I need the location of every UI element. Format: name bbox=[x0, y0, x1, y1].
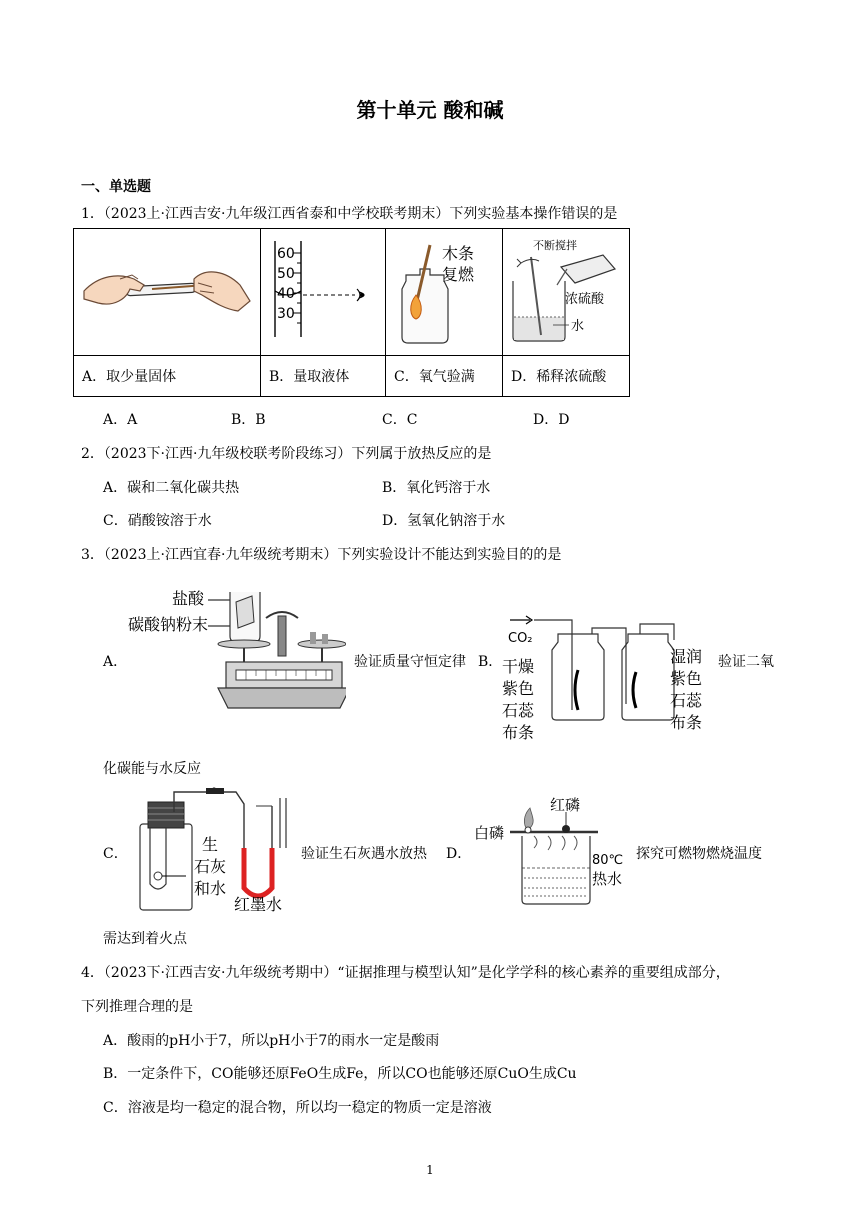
question-3-stem: 3．（2023上·江西宜春·九年级统考期末）下列实验设计不能达到实验目的的是 bbox=[81, 547, 562, 563]
q3-option-a-letter[interactable]: A． bbox=[103, 654, 128, 670]
label-wet-3: 石蕊 bbox=[670, 691, 703, 710]
q2-option-b[interactable]: B．氧化钙溶于水 bbox=[382, 480, 491, 496]
label-hydrochloric-acid: 盐酸 bbox=[172, 589, 205, 608]
q4-option-b[interactable]: B．一定条件下，CO能够还原FeO生成Fe，所以CO也能够还原CuO生成Cu bbox=[103, 1066, 577, 1082]
q3-option-c-letter[interactable]: C． bbox=[103, 846, 128, 862]
label-quicklime-3: 和水 bbox=[194, 879, 227, 898]
question-4-stem: 4．（2023下·江西吉安·九年级统考期中）“证据推理与模型认知”是化学学科的核心素养的重要组成部分， bbox=[81, 965, 730, 981]
label-wet-1: 湿润 bbox=[670, 647, 703, 666]
cell-a-image bbox=[74, 229, 261, 356]
page-number: 1 bbox=[426, 1163, 434, 1177]
label-stick: 木条 bbox=[442, 244, 475, 263]
q2-option-d[interactable]: D．氢氧化钠溶于水 bbox=[382, 513, 506, 529]
cell-d-image bbox=[503, 229, 630, 356]
cell-c-image bbox=[386, 229, 503, 356]
q1-option-d[interactable]: D．D bbox=[533, 412, 570, 428]
cell-b-caption: B．量取液体 bbox=[261, 356, 386, 397]
cell-b-image bbox=[261, 229, 386, 356]
label-sodium-carbonate: 碳酸钠粉末 bbox=[128, 615, 209, 634]
q2-option-c[interactable]: C．硝酸铵溶于水 bbox=[103, 513, 212, 529]
scale-40: 40 bbox=[277, 286, 295, 302]
q3-option-b-text: 验证二氧 bbox=[718, 654, 774, 670]
q3-option-b-letter[interactable]: B． bbox=[478, 654, 503, 670]
label-hot-water: 热水 bbox=[592, 870, 623, 888]
q4-option-c[interactable]: C．溶液是均一稳定的混合物，所以均一稳定的物质一定是溶液 bbox=[103, 1100, 492, 1116]
co2-bottles-illustration bbox=[496, 580, 716, 750]
scale-50: 50 bbox=[277, 266, 295, 282]
q3-option-b-text-cont: 化碳能与水反应 bbox=[103, 761, 201, 777]
label-conc-acid: 浓硫酸 bbox=[565, 292, 605, 307]
take-solid-illustration bbox=[74, 229, 260, 355]
measure-liquid-illustration bbox=[261, 229, 385, 355]
label-dry-4: 布条 bbox=[502, 723, 535, 742]
cell-c-caption: C．氧气验满 bbox=[386, 356, 503, 397]
label-reignite: 复燃 bbox=[442, 265, 475, 284]
scale-30: 30 bbox=[277, 306, 295, 322]
q3-option-a-text: 验证质量守恒定律 bbox=[354, 654, 466, 670]
q3-option-c-text: 验证生石灰遇水放热 bbox=[301, 846, 427, 862]
label-co2: CO₂ bbox=[508, 631, 533, 646]
balance-illustration bbox=[126, 582, 346, 718]
label-wet-2: 紫色 bbox=[670, 669, 703, 688]
dilute-acid-illustration bbox=[503, 229, 629, 355]
label-temperature: 80℃ bbox=[592, 853, 624, 868]
label-red-ink: 红墨水 bbox=[234, 895, 283, 914]
section-heading: 一、单选题 bbox=[81, 179, 151, 195]
label-red-phosphorus: 红磷 bbox=[550, 796, 581, 814]
page-title: 第十单元 酸和碱 bbox=[356, 98, 504, 122]
cell-a-caption: A．取少量固体 bbox=[74, 356, 261, 397]
label-dry-2: 紫色 bbox=[502, 679, 535, 698]
cell-d-caption: D．稀释浓硫酸 bbox=[503, 356, 630, 397]
q1-option-b[interactable]: B．B bbox=[231, 412, 266, 428]
combustion-illustration bbox=[470, 792, 636, 910]
q2-option-a[interactable]: A．碳和二氧化碳共热 bbox=[103, 480, 240, 496]
q3-option-d-text: 探究可燃物燃烧温度 bbox=[636, 846, 762, 862]
q1-option-c[interactable]: C．C bbox=[382, 412, 418, 428]
question-2-stem: 2．（2023下·江西·九年级校联考阶段练习）下列属于放热反应的是 bbox=[81, 446, 492, 462]
label-white-phosphorus: 白磷 bbox=[474, 824, 505, 842]
q4-option-a[interactable]: A．酸雨的pH小于7，所以pH小于7的雨水一定是酸雨 bbox=[103, 1033, 440, 1049]
label-quicklime-1: 生 bbox=[202, 835, 219, 854]
q3-option-d-text-cont: 需达到着火点 bbox=[103, 931, 187, 947]
q3-option-d-letter[interactable]: D． bbox=[446, 846, 472, 862]
oxygen-test-illustration bbox=[386, 229, 502, 355]
label-wet-4: 布条 bbox=[670, 713, 703, 732]
label-dry-1: 干燥 bbox=[502, 657, 535, 676]
question-4-stem-cont: 下列推理合理的是 bbox=[81, 999, 193, 1015]
label-water: 水 bbox=[571, 319, 585, 334]
label-stir: 不断搅拌 bbox=[533, 239, 577, 252]
label-quicklime-2: 石灰 bbox=[194, 857, 227, 876]
label-dry-3: 石蕊 bbox=[502, 701, 535, 720]
question-1-stem: 1．（2023上·江西吉安·九年级江西省泰和中学校联考期末）下列实验基本操作错误的是 bbox=[81, 206, 618, 222]
scale-60: 60 bbox=[277, 246, 295, 262]
quicklime-illustration bbox=[126, 784, 306, 914]
q1-option-a[interactable]: A．A bbox=[103, 412, 138, 428]
question-1-table bbox=[73, 228, 630, 397]
